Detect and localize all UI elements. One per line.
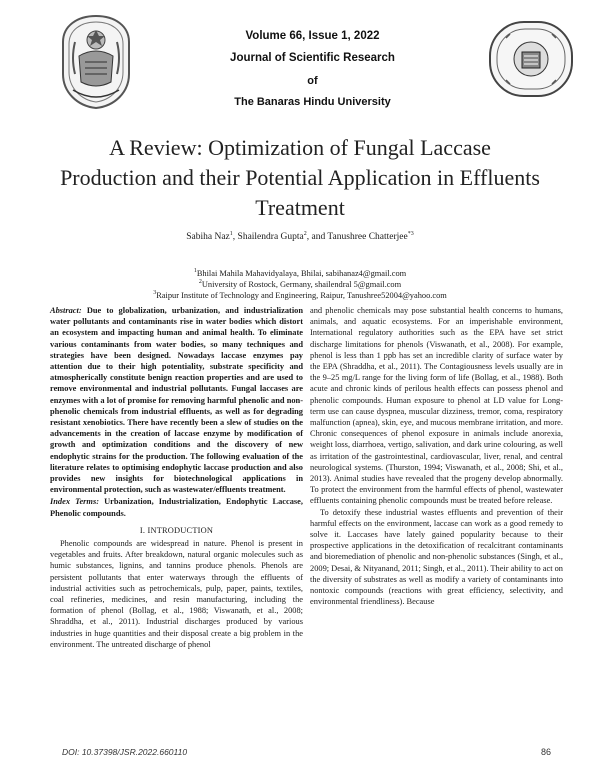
- journal-of: of: [307, 75, 318, 87]
- affiliation-line: $^3$Raipur Institute of Technology and Engineering, Raipur, Tanushree52004@yahoo.com: [153, 290, 447, 300]
- affiliations: [60, 268, 540, 301]
- affiliation-line: $^2$University of Rostock, Germany, shailendral 5@gmail.com: [198, 279, 402, 289]
- index-terms-label: Index Terms:: [50, 497, 99, 507]
- index-terms-text: Urbanization, Industrialization, Endophytic Laccase, Phenolic compounds.: [50, 497, 303, 518]
- body-paragraph: To detoxify these industrial wastes effluents and prevention of their harmful effects on the environment, laccase can work as a good remedy to solve it. Laccases have lately gained popularity because to their prospective applications in the detoxification of recalcitrant contaminants and bioremediation of phenolic and non-phenolic substances (Singh, et al., 2009; Desai, & Nityanand, 2011; Singh, et al., 2011). Their ability to act on the diversity of substrates as well as modify a variety of contaminants into nontoxic compounds (reactions with great efficiency, selectivity, and environmental friendliness). Because: [310, 507, 563, 607]
- journal-name: Journal of Scientific Research: [230, 52, 395, 64]
- page-number: 86: [541, 747, 552, 757]
- author-sup: 1: [229, 230, 233, 237]
- bhu-emblem-logo: [55, 12, 137, 112]
- author-list: Sabiha Naz$^1$, Shailendra Gupta$^2$, and Tanushree Chatterjee$^{*3}$: [186, 230, 414, 242]
- author-sup: 2: [303, 230, 307, 237]
- author-name: Shailendra Gupta: [237, 232, 304, 242]
- author-sup: *3: [407, 230, 414, 237]
- abstract: [50, 305, 303, 495]
- body-paragraph: and phenolic chemicals may pose substantial health concerns to humans, animals, and aquatic ecosystems. For an imperishable environment, International regulatory authorities such as the EPA have set strict discharge limitations for phenols (Viswanath, et al., 2008). For example, phenol is less than 1 ppb has set an incredible clarity of surface water by the EPA (Shraddha, et al., 2011). The Contagiousness levels usually are in the 9–25 mg/L range for the living form of life (Bollag, et al., 1988). Both acute and chronic kinds of perilous health effects can possess phenol and phenolic compounds. Human exposure to phenol at LD value for Long-term use can cause dyspnea, muscular dizziness, tremor, coma, respiratory malfunction (apnea), skin, eye, and mucous membrane irritation, and more. Chronic consequences of phenol exposure in animals include anorexia, weight loss, diarrhoea, vertigo, salivation, and dark urine colouring, as well as irritation of the gastrointestinal, cardiovascular, liver, renal, and central neurological systems. (Thurston, 1994; Viswanath, et al., 2008; Shi, et al., 2013). Animal studies have revealed that the progeny develop abnormally. To protect the environment from the harmful effects of phenol, wastewater effluents containing phenolic compounds must be treated before release.: [310, 306, 563, 506]
- journal-volume: Volume 66, Issue 1, 2022: [245, 30, 380, 42]
- right-column: [310, 305, 563, 607]
- body-paragraph: Phenolic compounds are widespread in nature. Phenol is present in vegetables and fruits. After breakdown, natural organic molecules such as humic substances, lignins, and tannins produce phenols. Phenols are persistent pollutants that enter waterways through the effluents of industrial activities such as petrochemicals, pulp, paper, paints, textiles, coal refineries, medicines, and resin manufacturing, including the formation of phenol (Bollag, et al., 1988; Viswanath, et al., 2008; Shraddha, et al., 2011). Industrial discharges produced by various industries in huge quantities and their disposal create a big problem in the environment. The untreated discharge of phenol: [50, 539, 303, 649]
- section-heading: I. INTRODUCTION: [139, 525, 214, 535]
- faculty-of-science-logo: [486, 18, 576, 100]
- abstract-label: Abstract:: [50, 306, 82, 315]
- author-name: Sabiha Naz: [186, 232, 230, 242]
- index-terms: [50, 496, 303, 518]
- abstract-text: Due to globalization, urbanization, and industrialization water pollutants and contaminants rise in water bodies which distort an ecosystem and impacting human and animal health. To eliminate various contaminants from water bodies, so many techniques and strategies have been designed. Nowadays laccase enzymes pay attention due to their high potentiality, substrate specificity and atmospherically constitute benign reaction properties and are used to remove environmental and industrial pollutants. Fungal laccases are enzymes with a lot of promise for removing harmful phenolic and non-phenolic chemicals from industrial effluents, as well as for degrading resistant xenobiotics. There have recently been a slew of studies on the advancements in the creation of laccase enzyme by modification of growth and optimization conditions and the discovery of new endophytic strains for the production. The following evaluation of the literature relates to optimising endophytic laccase production and also provides new insights for biotechnological applications in environmental protection, such as wastewater/effluents treatment.: [50, 306, 303, 495]
- footer-doi: DOI: 10.37398/JSR.2022.660110: [62, 747, 188, 757]
- paper-title: A Review: Optimization of Fungal Laccase Production and their Potential Application in Effluents Treatment: [60, 135, 540, 220]
- journal-university: The Banaras Hindu University: [234, 96, 391, 108]
- left-column: [50, 305, 303, 650]
- author-name: Tanushree Chatterjee: [327, 232, 408, 242]
- affiliation-line: $^1$Bhilai Mahila Mahavidyalaya, Bhilai, sabihanaz4@gmail.com: [193, 268, 407, 278]
